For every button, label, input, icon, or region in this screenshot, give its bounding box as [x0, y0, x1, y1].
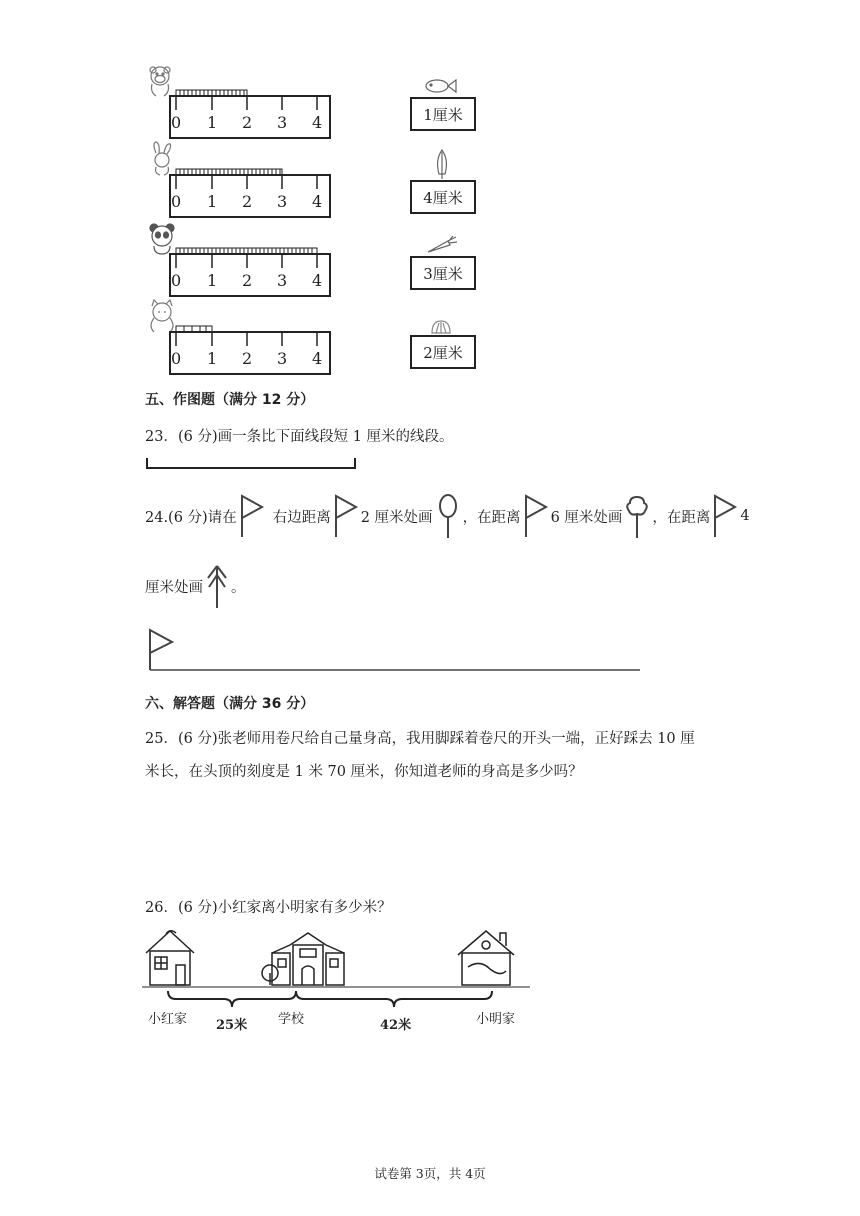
answer-box: 2厘米: [410, 335, 476, 369]
panda-icon: [150, 224, 174, 254]
tick-label: 4: [312, 271, 323, 290]
drawing-baseline: [146, 626, 642, 672]
round-tree-icon: [624, 493, 650, 539]
tick-label: 1: [207, 271, 218, 290]
ruler: [140, 141, 340, 223]
monkey-icon: [150, 67, 170, 96]
place-label: 小明家: [476, 1012, 516, 1027]
tick-label: 2: [242, 113, 253, 132]
tick-label: 3: [277, 192, 288, 211]
tick-label: 3: [277, 349, 288, 368]
tick-label: 1: [207, 349, 218, 368]
question-25-line2: 米长，在头顶的刻度是 1 米 70 厘米，你知道老师的身高是多少吗？: [145, 764, 583, 780]
question-23: 23．(6 分)画一条比下面线段短 1 厘米的线段。: [145, 429, 454, 445]
question-26: 26．(6 分)小红家离小明家有多少米？: [145, 900, 392, 916]
carrot-icon: [426, 235, 458, 255]
given-segment: [145, 456, 357, 470]
feather-icon: [434, 148, 450, 180]
question-25-line1: 25．(6 分)张老师用卷尺给自己量身高，我用脚踩着卷尺的开头一端，正好踩去 10 厘: [145, 731, 695, 747]
q24-text: 6 厘米处画: [550, 509, 623, 526]
tick-label: 4: [312, 349, 323, 368]
flag-icon: [712, 493, 738, 539]
q24-text: 4: [740, 508, 750, 524]
rabbit-icon: [154, 142, 171, 175]
q24-text: ，在距离: [462, 509, 521, 526]
tick-label: 3: [277, 271, 288, 290]
q24-text: 2 厘米处画: [360, 509, 433, 526]
distance-label: 42米: [380, 1018, 412, 1033]
house-icon: [146, 931, 194, 985]
tick-label: 0: [171, 192, 182, 211]
section-title: 六、解答题（满分 36 分）: [145, 696, 315, 712]
q24-text: 右边距离: [272, 509, 331, 526]
tick-label: 2: [242, 192, 253, 211]
fish-icon: [422, 76, 458, 96]
flag-icon: [523, 493, 549, 539]
question-24-line2: [145, 562, 246, 610]
q24-text: 厘米处画: [145, 579, 203, 596]
q24-text: ，在距离: [652, 509, 711, 526]
flag-icon: [150, 630, 172, 670]
tick-label: 2: [242, 349, 253, 368]
answer-box: 3厘米: [410, 256, 476, 290]
place-label: 学校: [278, 1012, 305, 1027]
page-footer: 试卷第 3页，共 4页: [374, 1166, 486, 1181]
tick-label: 0: [171, 349, 182, 368]
ruler: [140, 220, 340, 302]
ruler: [140, 298, 340, 380]
school-icon: [262, 933, 344, 985]
shell-icon: [430, 318, 452, 336]
answer-box: 1厘米: [410, 97, 476, 131]
tick-label: 0: [171, 113, 182, 132]
tick-label: 4: [312, 192, 323, 211]
flag-icon: [333, 493, 359, 539]
flag-icon: [239, 493, 265, 539]
q24-text: 。: [231, 579, 246, 596]
tick-label: 2: [242, 271, 253, 290]
tick-label: 1: [207, 113, 218, 132]
answer-box: 4厘米: [410, 180, 476, 214]
tick-label: 1: [207, 192, 218, 211]
tick-label: 3: [277, 113, 288, 132]
ruler: [140, 62, 340, 144]
place-label: 小红家: [148, 1012, 188, 1027]
q24-text: 24.(6 分)请在: [145, 509, 237, 526]
question-24: [145, 492, 750, 540]
distance-brace: [168, 991, 492, 1007]
tick-label: 0: [171, 271, 182, 290]
cat-icon: [151, 300, 173, 332]
distance-label: 25米: [216, 1018, 248, 1033]
house-icon: [458, 931, 514, 985]
section-title: 五、作图题（满分 12 分）: [145, 392, 315, 408]
lollipop-tree-icon: [435, 493, 461, 539]
distance-diagram: [140, 925, 540, 1037]
tick-label: 4: [312, 113, 323, 132]
pine-tree-icon: [205, 563, 229, 609]
